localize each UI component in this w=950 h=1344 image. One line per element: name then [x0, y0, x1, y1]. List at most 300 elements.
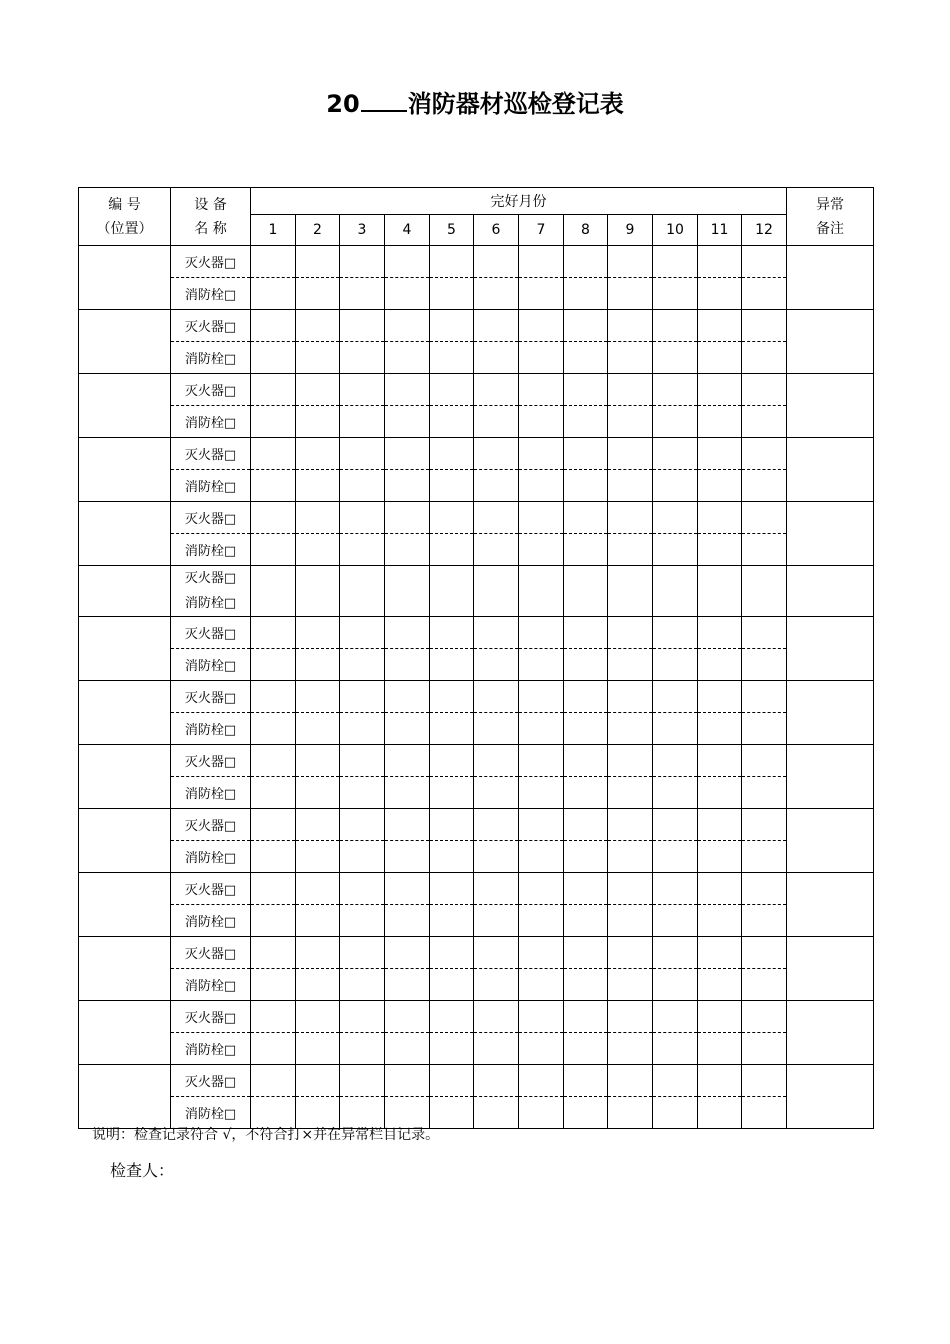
month-check-cell[interactable]	[251, 406, 296, 438]
position-cell[interactable]	[79, 438, 171, 502]
month-check-cell[interactable]	[564, 1033, 608, 1065]
month-check-cell[interactable]	[430, 905, 474, 937]
month-check-cell[interactable]	[742, 1001, 787, 1033]
position-cell[interactable]	[79, 1065, 171, 1129]
month-check-cell[interactable]	[296, 342, 340, 374]
month-check-cell[interactable]	[653, 937, 698, 969]
month-check-cell[interactable]	[385, 246, 430, 278]
month-check-cell[interactable]	[698, 1097, 742, 1129]
month-check-cell[interactable]	[653, 278, 698, 310]
month-check-cell[interactable]	[698, 649, 742, 681]
month-check-cell[interactable]	[564, 534, 608, 566]
month-check-cell[interactable]	[430, 534, 474, 566]
month-check-cell[interactable]	[564, 617, 608, 649]
month-check-cell[interactable]	[519, 649, 564, 681]
month-check-cell[interactable]	[251, 246, 296, 278]
month-check-cell[interactable]	[385, 681, 430, 713]
month-check-cell[interactable]	[430, 1065, 474, 1097]
month-check-cell[interactable]	[251, 809, 296, 841]
month-check-cell[interactable]	[608, 937, 653, 969]
month-check-cell[interactable]	[519, 246, 564, 278]
month-check-cell[interactable]	[519, 1097, 564, 1129]
device-extinguisher-label[interactable]: 灭火器□	[171, 502, 251, 534]
month-check-cell[interactable]	[340, 649, 385, 681]
month-check-cell[interactable]	[564, 342, 608, 374]
device-hydrant-label[interactable]: 消防栓□	[171, 777, 251, 809]
month-check-cell[interactable]	[296, 873, 340, 905]
month-check-cell[interactable]	[742, 1065, 787, 1097]
month-check-cell[interactable]	[653, 1033, 698, 1065]
month-check-cell[interactable]	[608, 278, 653, 310]
month-check-cell[interactable]	[340, 1065, 385, 1097]
month-check-cell[interactable]	[251, 1033, 296, 1065]
month-check-cell[interactable]	[519, 841, 564, 873]
month-check-cell[interactable]	[698, 566, 742, 617]
month-check-cell[interactable]	[698, 937, 742, 969]
month-check-cell[interactable]	[742, 937, 787, 969]
month-check-cell[interactable]	[385, 438, 430, 470]
month-check-cell[interactable]	[564, 873, 608, 905]
month-check-cell[interactable]	[474, 1097, 519, 1129]
month-check-cell[interactable]	[296, 937, 340, 969]
month-check-cell[interactable]	[653, 777, 698, 809]
month-check-cell[interactable]	[653, 470, 698, 502]
device-hydrant-label[interactable]: 消防栓□	[171, 278, 251, 310]
month-check-cell[interactable]	[474, 566, 519, 617]
month-check-cell[interactable]	[653, 745, 698, 777]
device-extinguisher-label[interactable]: 灭火器□	[171, 438, 251, 470]
month-check-cell[interactable]	[564, 278, 608, 310]
month-check-cell[interactable]	[385, 777, 430, 809]
month-check-cell[interactable]	[474, 649, 519, 681]
month-check-cell[interactable]	[340, 1001, 385, 1033]
month-check-cell[interactable]	[474, 502, 519, 534]
month-check-cell[interactable]	[430, 969, 474, 1001]
month-check-cell[interactable]	[742, 873, 787, 905]
month-check-cell[interactable]	[430, 1033, 474, 1065]
month-check-cell[interactable]	[742, 777, 787, 809]
device-extinguisher-label[interactable]: 灭火器□	[171, 374, 251, 406]
month-check-cell[interactable]	[608, 873, 653, 905]
device-extinguisher-label[interactable]: 灭火器□	[184, 571, 237, 586]
month-check-cell[interactable]	[698, 502, 742, 534]
month-check-cell[interactable]	[608, 745, 653, 777]
month-check-cell[interactable]	[474, 374, 519, 406]
month-check-cell[interactable]	[653, 649, 698, 681]
month-check-cell[interactable]	[340, 745, 385, 777]
month-check-cell[interactable]	[519, 1001, 564, 1033]
month-check-cell[interactable]	[608, 502, 653, 534]
month-check-cell[interactable]	[742, 342, 787, 374]
month-check-cell[interactable]	[296, 246, 340, 278]
month-check-cell[interactable]	[653, 841, 698, 873]
month-check-cell[interactable]	[340, 1033, 385, 1065]
month-check-cell[interactable]	[385, 502, 430, 534]
month-check-cell[interactable]	[296, 278, 340, 310]
month-check-cell[interactable]	[340, 470, 385, 502]
remark-cell[interactable]	[787, 246, 874, 310]
month-check-cell[interactable]	[564, 1097, 608, 1129]
month-check-cell[interactable]	[519, 534, 564, 566]
month-check-cell[interactable]	[608, 905, 653, 937]
month-check-cell[interactable]	[653, 1065, 698, 1097]
month-check-cell[interactable]	[698, 873, 742, 905]
device-extinguisher-label[interactable]: 灭火器□	[171, 246, 251, 278]
month-check-cell[interactable]	[385, 937, 430, 969]
month-check-cell[interactable]	[385, 310, 430, 342]
month-check-cell[interactable]	[698, 374, 742, 406]
month-check-cell[interactable]	[519, 745, 564, 777]
device-extinguisher-label[interactable]: 灭火器□	[171, 809, 251, 841]
month-check-cell[interactable]	[608, 1001, 653, 1033]
month-check-cell[interactable]	[296, 649, 340, 681]
position-cell[interactable]	[79, 937, 171, 1001]
month-check-cell[interactable]	[608, 438, 653, 470]
month-check-cell[interactable]	[519, 969, 564, 1001]
month-check-cell[interactable]	[296, 617, 340, 649]
month-check-cell[interactable]	[653, 713, 698, 745]
month-check-cell[interactable]	[430, 873, 474, 905]
month-check-cell[interactable]	[340, 969, 385, 1001]
month-check-cell[interactable]	[340, 534, 385, 566]
month-check-cell[interactable]	[340, 566, 385, 617]
month-check-cell[interactable]	[474, 841, 519, 873]
month-check-cell[interactable]	[742, 470, 787, 502]
month-check-cell[interactable]	[251, 374, 296, 406]
month-check-cell[interactable]	[742, 374, 787, 406]
month-check-cell[interactable]	[430, 310, 474, 342]
remark-cell[interactable]	[787, 937, 874, 1001]
month-check-cell[interactable]	[698, 969, 742, 1001]
month-check-cell[interactable]	[564, 502, 608, 534]
month-check-cell[interactable]	[653, 310, 698, 342]
month-check-cell[interactable]	[653, 681, 698, 713]
device-hydrant-label[interactable]: 消防栓□	[171, 470, 251, 502]
month-check-cell[interactable]	[608, 809, 653, 841]
month-check-cell[interactable]	[296, 745, 340, 777]
month-check-cell[interactable]	[698, 342, 742, 374]
month-check-cell[interactable]	[296, 534, 340, 566]
month-check-cell[interactable]	[474, 1065, 519, 1097]
month-check-cell[interactable]	[519, 713, 564, 745]
device-hydrant-label[interactable]: 消防栓□	[171, 534, 251, 566]
device-hydrant-label[interactable]: 消防栓□	[171, 713, 251, 745]
month-check-cell[interactable]	[251, 502, 296, 534]
month-check-cell[interactable]	[296, 406, 340, 438]
month-check-cell[interactable]	[296, 1065, 340, 1097]
month-check-cell[interactable]	[474, 406, 519, 438]
month-check-cell[interactable]	[385, 617, 430, 649]
month-check-cell[interactable]	[608, 406, 653, 438]
month-check-cell[interactable]	[474, 873, 519, 905]
month-check-cell[interactable]	[251, 534, 296, 566]
month-check-cell[interactable]	[430, 681, 474, 713]
month-check-cell[interactable]	[698, 617, 742, 649]
month-check-cell[interactable]	[340, 246, 385, 278]
device-extinguisher-label[interactable]: 灭火器□	[171, 1065, 251, 1097]
month-check-cell[interactable]	[519, 438, 564, 470]
position-cell[interactable]	[79, 566, 171, 617]
month-check-cell[interactable]	[564, 777, 608, 809]
month-check-cell[interactable]	[608, 566, 653, 617]
month-check-cell[interactable]	[251, 969, 296, 1001]
month-check-cell[interactable]	[430, 406, 474, 438]
month-check-cell[interactable]	[296, 681, 340, 713]
position-cell[interactable]	[79, 502, 171, 566]
month-check-cell[interactable]	[385, 1065, 430, 1097]
month-check-cell[interactable]	[519, 777, 564, 809]
month-check-cell[interactable]	[340, 617, 385, 649]
month-check-cell[interactable]	[564, 406, 608, 438]
month-check-cell[interactable]	[608, 374, 653, 406]
month-check-cell[interactable]	[474, 681, 519, 713]
month-check-cell[interactable]	[564, 969, 608, 1001]
month-check-cell[interactable]	[564, 809, 608, 841]
month-check-cell[interactable]	[340, 278, 385, 310]
month-check-cell[interactable]	[653, 617, 698, 649]
device-hydrant-label[interactable]: 消防栓□	[171, 342, 251, 374]
month-check-cell[interactable]	[340, 937, 385, 969]
device-extinguisher-label[interactable]: 灭火器□	[171, 310, 251, 342]
device-extinguisher-label[interactable]: 灭火器□	[171, 745, 251, 777]
remark-cell[interactable]	[787, 1001, 874, 1065]
device-hydrant-label[interactable]: 消防栓□	[171, 1033, 251, 1065]
month-check-cell[interactable]	[251, 1001, 296, 1033]
month-check-cell[interactable]	[698, 278, 742, 310]
month-check-cell[interactable]	[474, 713, 519, 745]
month-check-cell[interactable]	[430, 713, 474, 745]
month-check-cell[interactable]	[608, 649, 653, 681]
month-check-cell[interactable]	[608, 617, 653, 649]
month-check-cell[interactable]	[564, 1065, 608, 1097]
month-check-cell[interactable]	[519, 406, 564, 438]
month-check-cell[interactable]	[742, 809, 787, 841]
month-check-cell[interactable]	[519, 617, 564, 649]
month-check-cell[interactable]	[519, 566, 564, 617]
remark-cell[interactable]	[787, 502, 874, 566]
month-check-cell[interactable]	[474, 617, 519, 649]
position-cell[interactable]	[79, 246, 171, 310]
month-check-cell[interactable]	[653, 502, 698, 534]
month-check-cell[interactable]	[519, 873, 564, 905]
month-check-cell[interactable]	[430, 777, 474, 809]
month-check-cell[interactable]	[742, 681, 787, 713]
position-cell[interactable]	[79, 1001, 171, 1065]
month-check-cell[interactable]	[385, 406, 430, 438]
month-check-cell[interactable]	[564, 681, 608, 713]
month-check-cell[interactable]	[340, 681, 385, 713]
month-check-cell[interactable]	[519, 1065, 564, 1097]
month-check-cell[interactable]	[519, 310, 564, 342]
device-hydrant-label[interactable]: 消防栓□	[171, 406, 251, 438]
position-cell[interactable]	[79, 617, 171, 681]
month-check-cell[interactable]	[742, 502, 787, 534]
month-check-cell[interactable]	[296, 566, 340, 617]
month-check-cell[interactable]	[385, 374, 430, 406]
month-check-cell[interactable]	[608, 534, 653, 566]
month-check-cell[interactable]	[519, 374, 564, 406]
month-check-cell[interactable]	[430, 342, 474, 374]
month-check-cell[interactable]	[385, 745, 430, 777]
device-extinguisher-label[interactable]: 灭火器□	[171, 1001, 251, 1033]
month-check-cell[interactable]	[698, 246, 742, 278]
month-check-cell[interactable]	[608, 342, 653, 374]
remark-cell[interactable]	[787, 617, 874, 681]
month-check-cell[interactable]	[251, 713, 296, 745]
remark-cell[interactable]	[787, 745, 874, 809]
month-check-cell[interactable]	[519, 470, 564, 502]
position-cell[interactable]	[79, 374, 171, 438]
month-check-cell[interactable]	[698, 905, 742, 937]
month-check-cell[interactable]	[742, 566, 787, 617]
month-check-cell[interactable]	[519, 342, 564, 374]
month-check-cell[interactable]	[653, 406, 698, 438]
month-check-cell[interactable]	[474, 470, 519, 502]
month-check-cell[interactable]	[385, 809, 430, 841]
month-check-cell[interactable]	[742, 617, 787, 649]
month-check-cell[interactable]	[296, 809, 340, 841]
month-check-cell[interactable]	[251, 438, 296, 470]
month-check-cell[interactable]	[430, 617, 474, 649]
month-check-cell[interactable]	[340, 374, 385, 406]
month-check-cell[interactable]	[385, 905, 430, 937]
month-check-cell[interactable]	[519, 809, 564, 841]
month-check-cell[interactable]	[340, 310, 385, 342]
position-cell[interactable]	[79, 745, 171, 809]
month-check-cell[interactable]	[474, 745, 519, 777]
month-check-cell[interactable]	[608, 470, 653, 502]
month-check-cell[interactable]	[742, 1097, 787, 1129]
device-hydrant-label[interactable]: 消防栓□	[171, 1097, 251, 1129]
month-check-cell[interactable]	[564, 745, 608, 777]
month-check-cell[interactable]	[653, 534, 698, 566]
device-hydrant-label[interactable]: 消防栓□	[171, 905, 251, 937]
month-check-cell[interactable]	[653, 969, 698, 1001]
device-extinguisher-label[interactable]: 灭火器□	[171, 681, 251, 713]
month-check-cell[interactable]	[340, 438, 385, 470]
month-check-cell[interactable]	[385, 534, 430, 566]
month-check-cell[interactable]	[653, 566, 698, 617]
month-check-cell[interactable]	[430, 502, 474, 534]
month-check-cell[interactable]	[742, 905, 787, 937]
remark-cell[interactable]	[787, 809, 874, 873]
month-check-cell[interactable]	[296, 470, 340, 502]
month-check-cell[interactable]	[340, 873, 385, 905]
month-check-cell[interactable]	[608, 777, 653, 809]
month-check-cell[interactable]	[653, 438, 698, 470]
month-check-cell[interactable]	[251, 681, 296, 713]
month-check-cell[interactable]	[698, 1001, 742, 1033]
month-check-cell[interactable]	[742, 1033, 787, 1065]
month-check-cell[interactable]	[742, 246, 787, 278]
month-check-cell[interactable]	[296, 502, 340, 534]
month-check-cell[interactable]	[474, 777, 519, 809]
device-extinguisher-label[interactable]: 灭火器□	[171, 617, 251, 649]
remark-cell[interactable]	[787, 374, 874, 438]
device-hydrant-label[interactable]: 消防栓□	[171, 841, 251, 873]
month-check-cell[interactable]	[385, 649, 430, 681]
month-check-cell[interactable]	[564, 470, 608, 502]
month-check-cell[interactable]	[430, 841, 474, 873]
month-check-cell[interactable]	[296, 777, 340, 809]
month-check-cell[interactable]	[340, 342, 385, 374]
month-check-cell[interactable]	[430, 649, 474, 681]
month-check-cell[interactable]	[474, 278, 519, 310]
month-check-cell[interactable]	[742, 534, 787, 566]
remark-cell[interactable]	[787, 566, 874, 617]
month-check-cell[interactable]	[608, 1065, 653, 1097]
month-check-cell[interactable]	[474, 310, 519, 342]
month-check-cell[interactable]	[251, 745, 296, 777]
month-check-cell[interactable]	[698, 809, 742, 841]
month-check-cell[interactable]	[296, 1001, 340, 1033]
month-check-cell[interactable]	[608, 310, 653, 342]
month-check-cell[interactable]	[251, 342, 296, 374]
month-check-cell[interactable]	[474, 342, 519, 374]
month-check-cell[interactable]	[698, 1033, 742, 1065]
month-check-cell[interactable]	[608, 1097, 653, 1129]
month-check-cell[interactable]	[251, 470, 296, 502]
month-check-cell[interactable]	[564, 566, 608, 617]
month-check-cell[interactable]	[698, 713, 742, 745]
month-check-cell[interactable]	[653, 342, 698, 374]
month-check-cell[interactable]	[385, 1033, 430, 1065]
position-cell[interactable]	[79, 681, 171, 745]
month-check-cell[interactable]	[519, 502, 564, 534]
month-check-cell[interactable]	[742, 649, 787, 681]
remark-cell[interactable]	[787, 681, 874, 745]
month-check-cell[interactable]	[296, 905, 340, 937]
month-check-cell[interactable]	[698, 841, 742, 873]
month-check-cell[interactable]	[385, 278, 430, 310]
month-check-cell[interactable]	[296, 438, 340, 470]
month-check-cell[interactable]	[742, 745, 787, 777]
month-check-cell[interactable]	[340, 713, 385, 745]
month-check-cell[interactable]	[251, 841, 296, 873]
month-check-cell[interactable]	[608, 681, 653, 713]
month-check-cell[interactable]	[519, 937, 564, 969]
month-check-cell[interactable]	[474, 438, 519, 470]
month-check-cell[interactable]	[296, 969, 340, 1001]
month-check-cell[interactable]	[385, 873, 430, 905]
month-check-cell[interactable]	[653, 905, 698, 937]
remark-cell[interactable]	[787, 1065, 874, 1129]
month-check-cell[interactable]	[608, 713, 653, 745]
month-check-cell[interactable]	[564, 1001, 608, 1033]
month-check-cell[interactable]	[430, 809, 474, 841]
month-check-cell[interactable]	[474, 969, 519, 1001]
month-check-cell[interactable]	[430, 470, 474, 502]
month-check-cell[interactable]	[698, 406, 742, 438]
month-check-cell[interactable]	[698, 534, 742, 566]
month-check-cell[interactable]	[653, 873, 698, 905]
month-check-cell[interactable]	[474, 937, 519, 969]
month-check-cell[interactable]	[474, 905, 519, 937]
month-check-cell[interactable]	[653, 1001, 698, 1033]
position-cell[interactable]	[79, 873, 171, 937]
month-check-cell[interactable]	[742, 278, 787, 310]
month-check-cell[interactable]	[340, 406, 385, 438]
month-check-cell[interactable]	[251, 905, 296, 937]
month-check-cell[interactable]	[251, 566, 296, 617]
month-check-cell[interactable]	[608, 841, 653, 873]
month-check-cell[interactable]	[519, 905, 564, 937]
month-check-cell[interactable]	[251, 617, 296, 649]
month-check-cell[interactable]	[385, 713, 430, 745]
month-check-cell[interactable]	[564, 374, 608, 406]
month-check-cell[interactable]	[385, 969, 430, 1001]
month-check-cell[interactable]	[430, 937, 474, 969]
